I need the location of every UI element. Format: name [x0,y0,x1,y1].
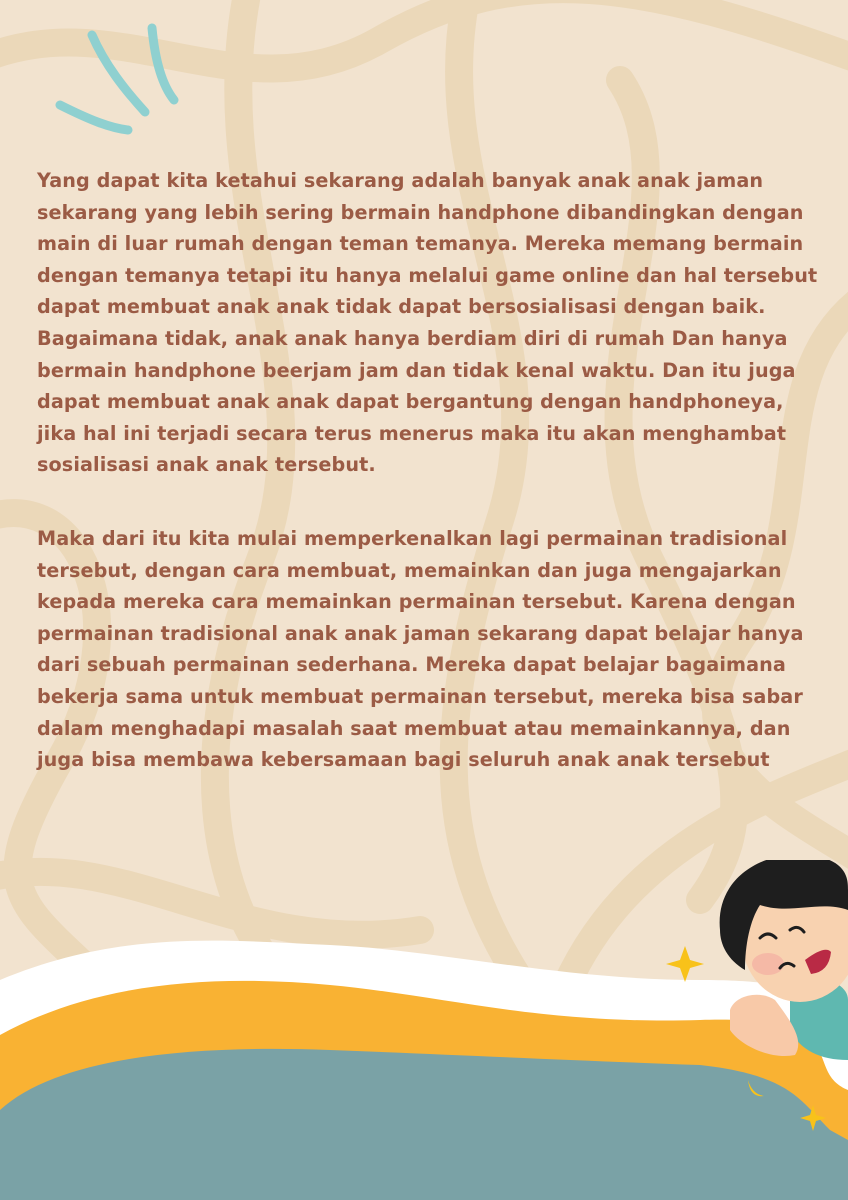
bottom-wave-decoration [0,860,848,1200]
text-line: main di luar rumah dengan teman temanya. Mereka memang bermain [37,232,804,256]
text-line: dapat membuat anak anak tidak dapat bersosialisasi dengan baik. [37,295,766,319]
text-line: dalam menghadapi masalah saat membuat atau memainkannya, dan [37,716,791,740]
text-line: juga bisa membawa kebersamaan bagi seluruh anak anak tersebut [37,748,770,772]
text-line: kepada mereka cara memainkan permainan tersebut. Karena dengan [37,590,796,614]
child-illustration [720,860,848,1060]
paragraph-1 [37,165,837,481]
decorative-accent-lines [50,20,190,140]
text-line: jika hal ini terjadi secara terus menerus maka itu akan menghambat [37,421,787,445]
text-line: Maka dari itu kita mulai memperkenalkan lagi permainan tradisional [37,527,788,550]
text-line: Yang dapat kita ketahui sekarang adalah banyak anak anak jaman [37,169,764,192]
text-line: Bagaimana tidak, anak anak hanya berdiam diri di rumah Dan hanya [37,326,788,350]
text-line: sekarang yang lebih sering bermain handphone dibandingkan dengan [37,200,804,224]
text-line: permainan tradisional anak anak jaman sekarang dapat belajar hanya [37,621,804,645]
text-line: dapat membuat anak anak dapat bergantung dengan handphoneya, [37,390,784,414]
text-line: dengan temanya tetapi itu hanya melalui game online dan hal tersebut [37,263,818,287]
text-line: sosialisasi anak anak tersebut. [37,453,376,477]
text-line: tersebut, dengan cara membuat, memainkan dan juga mengajarkan [37,558,782,582]
text-line: dari sebuah permainan sederhana. Mereka dapat belajar bagaimana [37,653,786,677]
text-line: bermain handphone beerjam jam dan tidak kenal waktu. Dan itu juga [37,358,796,382]
paragraph-2 [37,523,837,776]
text-line: bekerja sama untuk membuat permainan tersebut, mereka bisa sabar [37,684,803,708]
